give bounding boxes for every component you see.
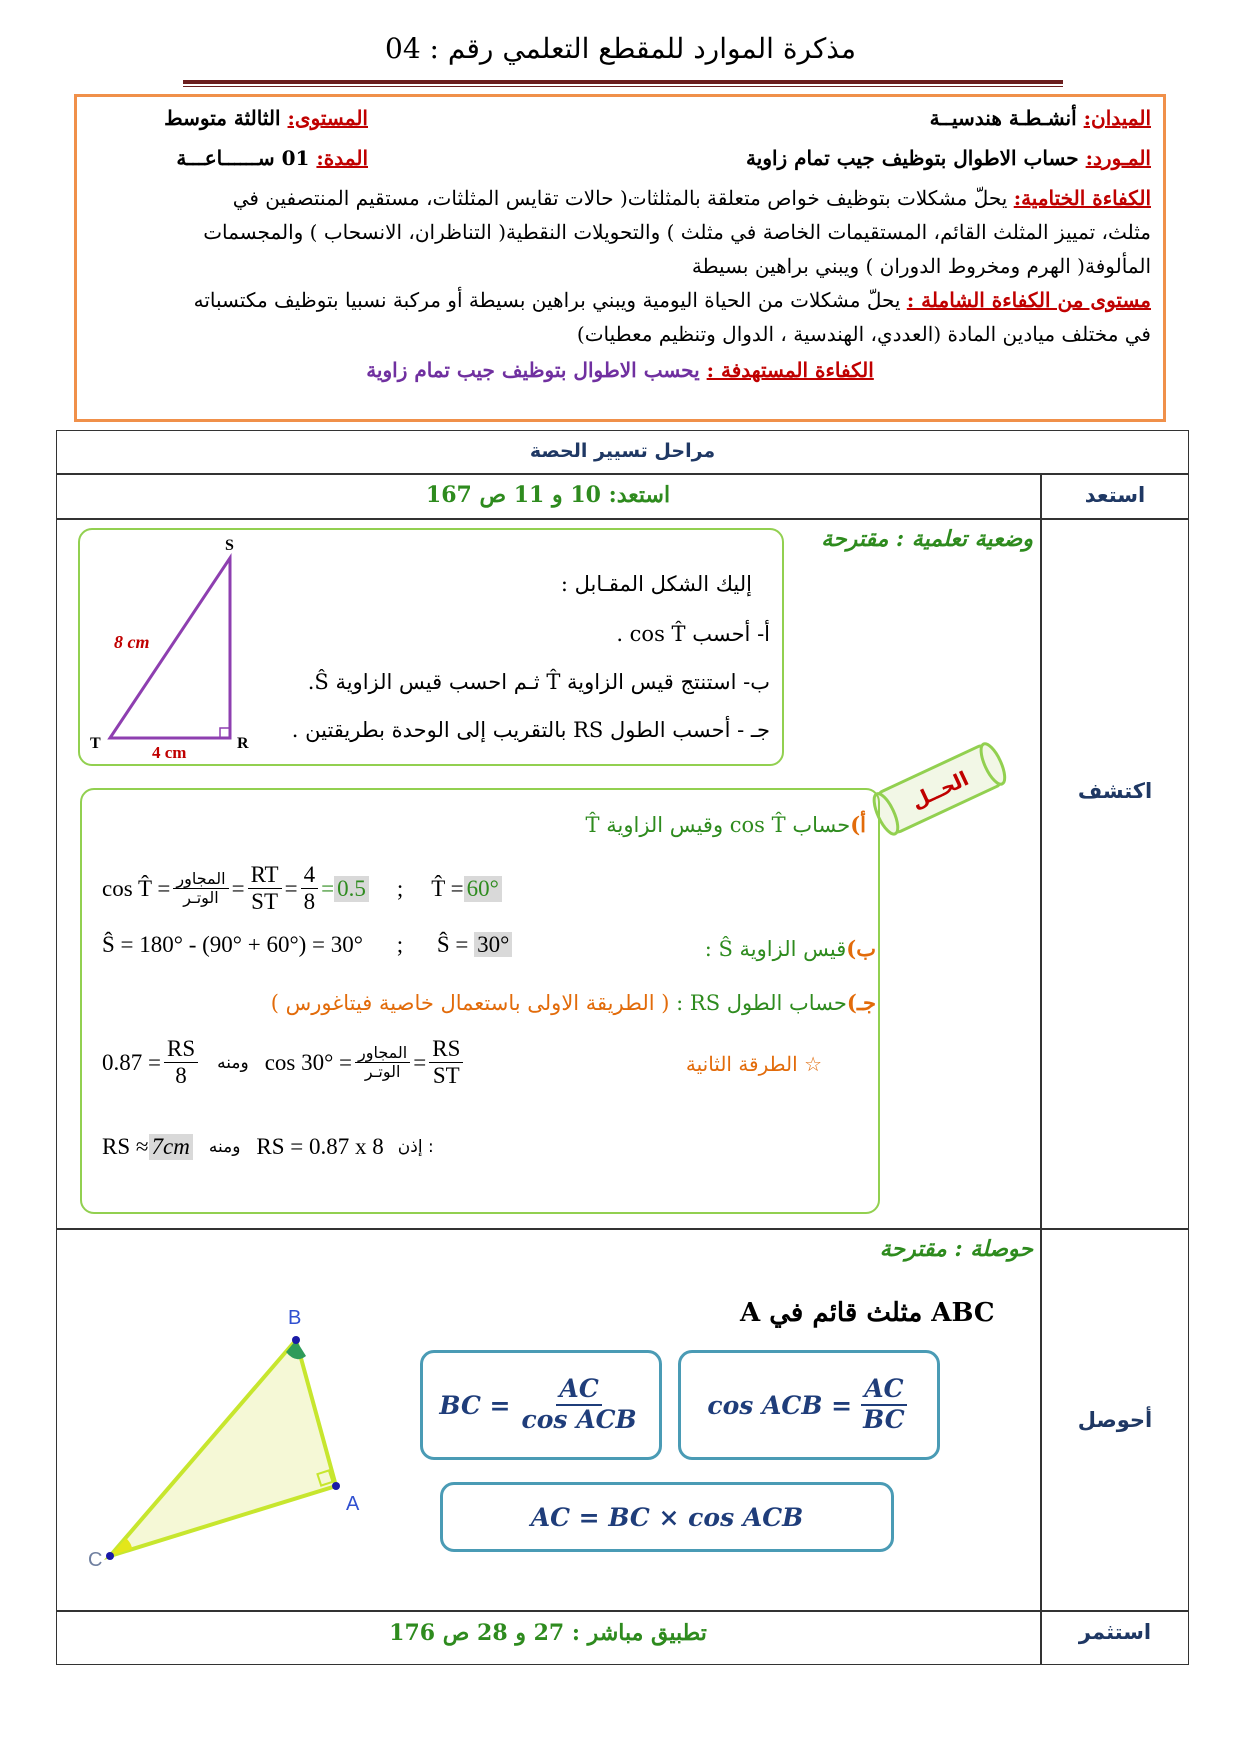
st-text: ST [251, 889, 278, 915]
point-c [106, 1552, 114, 1560]
four-text: 4 [301, 862, 319, 889]
eight-text: 8 [303, 889, 316, 915]
level-line [164, 105, 368, 131]
hence-word: ومنه [208, 1137, 241, 1157]
field-value: أنشـطـة هندسيــة [929, 106, 1077, 130]
rs-result [102, 1134, 434, 1160]
vertex-s: S [225, 537, 234, 554]
rs-product: RS = 0.87 x 8 [256, 1134, 384, 1159]
f1-den: BC [863, 1405, 905, 1434]
resource-value: حساب الاطوال بتوظيف جيب تمام زاوية [746, 146, 1079, 170]
separator: ; [396, 932, 404, 957]
part-b-title: قيس الزاوية Ŝ : [704, 937, 847, 961]
final-competence-2: مثلث، تمييز المثلث القائم، المستقيمات الخاصة في مثلث ) والتحويلات النقطية( التناظران، الانسحاب ) والمجسمات [203, 220, 1151, 244]
f2-fraction [519, 1375, 640, 1435]
vertex-t: T [90, 735, 101, 752]
f2-num: AC [556, 1375, 601, 1406]
duration-label: المدة: [316, 146, 368, 170]
question-b: ب- استنتج قيس الزاوية T̂ ثـم احسب قيس الزاوية Ŝ. [307, 670, 770, 694]
question-a: أ- أحسب cos T̂ . [616, 622, 770, 646]
part-c-label: جـ) [846, 990, 876, 1015]
s-eq: Ŝ = [436, 932, 469, 957]
table-rule [56, 473, 1189, 475]
vertex-r: R [237, 735, 249, 752]
field-label: الميدان: [1083, 106, 1151, 130]
rs-value: 7cm [149, 1134, 193, 1160]
label-a: A [346, 1493, 360, 1515]
page-title: مذكرة الموارد للمقطع التعلمي رقم : 04 [385, 32, 856, 65]
rt-text: RT [248, 862, 282, 889]
adj-over-hyp [173, 870, 228, 908]
level-label: المستوى: [287, 106, 368, 130]
table-rule [56, 518, 1189, 520]
s-angle-calc [102, 932, 512, 958]
scroll-label: الحــل [907, 766, 973, 814]
activity-box [78, 528, 784, 766]
val-087: 0.87 = [102, 1049, 161, 1075]
f2-lhs: BC = [439, 1390, 511, 1420]
summary-statement: ABC مثلث قائم في A [740, 1298, 995, 1328]
hyp-label: 8 cm [114, 632, 150, 652]
point-b [292, 1336, 300, 1344]
final-comp-label: الكفاءة الختامية: [1013, 186, 1151, 210]
table-col-rule [1040, 473, 1042, 1665]
activity-intro: إليك الشكل المقـابل : [560, 572, 752, 596]
stage-prepare: استعد [1084, 483, 1146, 507]
stage-summary: أحوصل [1077, 1408, 1153, 1432]
part-b-label: ب) [846, 936, 876, 961]
invest-text: تطبيق مباشر : 27 و 28 ص 176 [389, 1620, 707, 1646]
rs-over-8 [164, 1036, 198, 1090]
hyp-text: الوتـر [364, 1062, 401, 1082]
label-c: C [88, 1549, 103, 1570]
overall-text-1: يحلّ مشكلات من الحياة اليومية ويبني براهين بسيطة أو مركبة نسبيا بتوظيف مكتسباته [193, 288, 907, 312]
target-label: الكفاءة المستهدفة : [706, 358, 874, 382]
target-competence [77, 357, 1163, 383]
title-rule-thin [183, 86, 1063, 87]
point-a [332, 1482, 340, 1490]
adj-over-hyp-2 [355, 1044, 410, 1082]
resource-label: المـورد: [1085, 146, 1151, 170]
prepare-text: استعد: 10 و 11 ص 167 [425, 482, 671, 508]
target-value: يحسب الاطوال بتوظيف جيب تمام زاوية [366, 358, 707, 382]
cos30-lhs: cos 30° = [264, 1049, 353, 1075]
duration-value: 01 ســــــاعـــة [176, 146, 310, 170]
hence-word: ومنه [217, 1052, 249, 1073]
s-value: 30° [474, 932, 512, 957]
question-c: جـ - أحسب الطول RS بالتقريب إلى الوحدة بطريقتين . [291, 718, 770, 742]
overall-competence [91, 287, 1151, 313]
solution-box [80, 788, 880, 1214]
f1-lhs: cos ACB = [707, 1390, 853, 1420]
eight-text: 8 [175, 1063, 187, 1089]
rs-approx: RS ≈ [102, 1134, 149, 1159]
rs-text: RS [429, 1036, 463, 1063]
t-value: 60° [464, 876, 502, 902]
overall-competence-2: في مختلف ميادين المادة (العددي، الهندسية ، الدوال وتنظيم معطيات) [576, 322, 1151, 346]
final-competence-3: المألوفة( الهرم ومخروط الدوران ) ويبني براهين بسيطة [691, 254, 1151, 278]
activity-heading: وضعية تعلمية : مقترحة [821, 526, 1033, 552]
s-calc: Ŝ = 180° - (90° + 60°) = 30° [102, 932, 363, 957]
four-over-eight [301, 862, 319, 916]
info-box [74, 94, 1166, 422]
formula-cos [678, 1350, 940, 1460]
field-line [930, 105, 1151, 131]
cos30-formula: 0.87 = $\frac{RS}{8}$ ومنه cos 30° = $\frac{\text{المجاور}}{\text{الوتـر}}$ = $\frac{RS}{ST}$ [102, 1036, 466, 1090]
stage-invest: استثمر [1078, 1620, 1152, 1644]
adj-text: المجاور [355, 1044, 410, 1063]
part-c-title: حساب الطول RS : [676, 991, 847, 1015]
t-eq: T̂ = [431, 875, 464, 901]
cos-result: 0.5 [334, 876, 369, 902]
therefore-word: إذن : [397, 1137, 434, 1157]
hyp-text: الوتـر [183, 888, 219, 908]
summary-heading: حوصلة : مقترحة [879, 1236, 1033, 1262]
cos-t-formula: cos T̂ = $\frac{\text{المجاور}}{\text{الوتـر}}$ = $\frac{RT}{ST}$ = $\frac{4}{8}$ = 0.5 ; T̂ = 60° [102, 862, 502, 916]
duration-line [176, 145, 368, 171]
level-value: الثالثة متوسط [164, 106, 281, 130]
triangle-abc [110, 1340, 336, 1556]
formula-bc [420, 1350, 662, 1460]
rs-over-st [429, 1036, 463, 1090]
table-header: مراحل تسيير الحصة [529, 440, 716, 462]
st-text: ST [432, 1063, 460, 1089]
stage-discover: اكتشف [1077, 779, 1153, 803]
table-rule [56, 1610, 1189, 1612]
adj-text: المجاور [173, 870, 228, 889]
table-rule [56, 1228, 1189, 1230]
final-competence [91, 185, 1151, 211]
part-b-heading [705, 936, 876, 961]
formula-ac: AC = BC × cos ACB [440, 1482, 894, 1552]
rt-over-st [248, 862, 282, 916]
part-c-heading [271, 990, 876, 1015]
separator: ; [396, 875, 404, 901]
title-rule [183, 80, 1063, 84]
f2-den: cos ACB [521, 1405, 637, 1434]
part-a-heading [586, 812, 866, 837]
base-label: 4 cm [152, 743, 187, 762]
method-2: ☆ الطرقة الثانية [685, 1052, 822, 1076]
f1-num: AC [861, 1375, 906, 1406]
label-b: B [288, 1307, 302, 1329]
final-comp-text-1: يحلّ مشكلات بتوظيف خواص متعلقة بالمثلثات( حالات تقايس المثلثات، مستقيم المنتصفين في [232, 186, 1014, 210]
method-1: ( الطريقة الاولى باستعمال خاصية فيتاغورس ) [270, 991, 670, 1015]
resource-line [746, 145, 1151, 171]
triangle-abc-figure [74, 1300, 404, 1570]
solution-scroll [866, 735, 1012, 841]
cos-lhs: cos T̂ = [102, 875, 171, 901]
rs-text: RS [164, 1036, 198, 1063]
f1-fraction [860, 1375, 908, 1435]
triangle-figure [80, 530, 280, 766]
part-a-label: أ) [850, 812, 866, 837]
overall-label: مستوى من الكفاءة الشاملة : [906, 288, 1151, 312]
part-a-title: حساب cos T̂ وقيس الزاوية T̂ [585, 813, 851, 837]
